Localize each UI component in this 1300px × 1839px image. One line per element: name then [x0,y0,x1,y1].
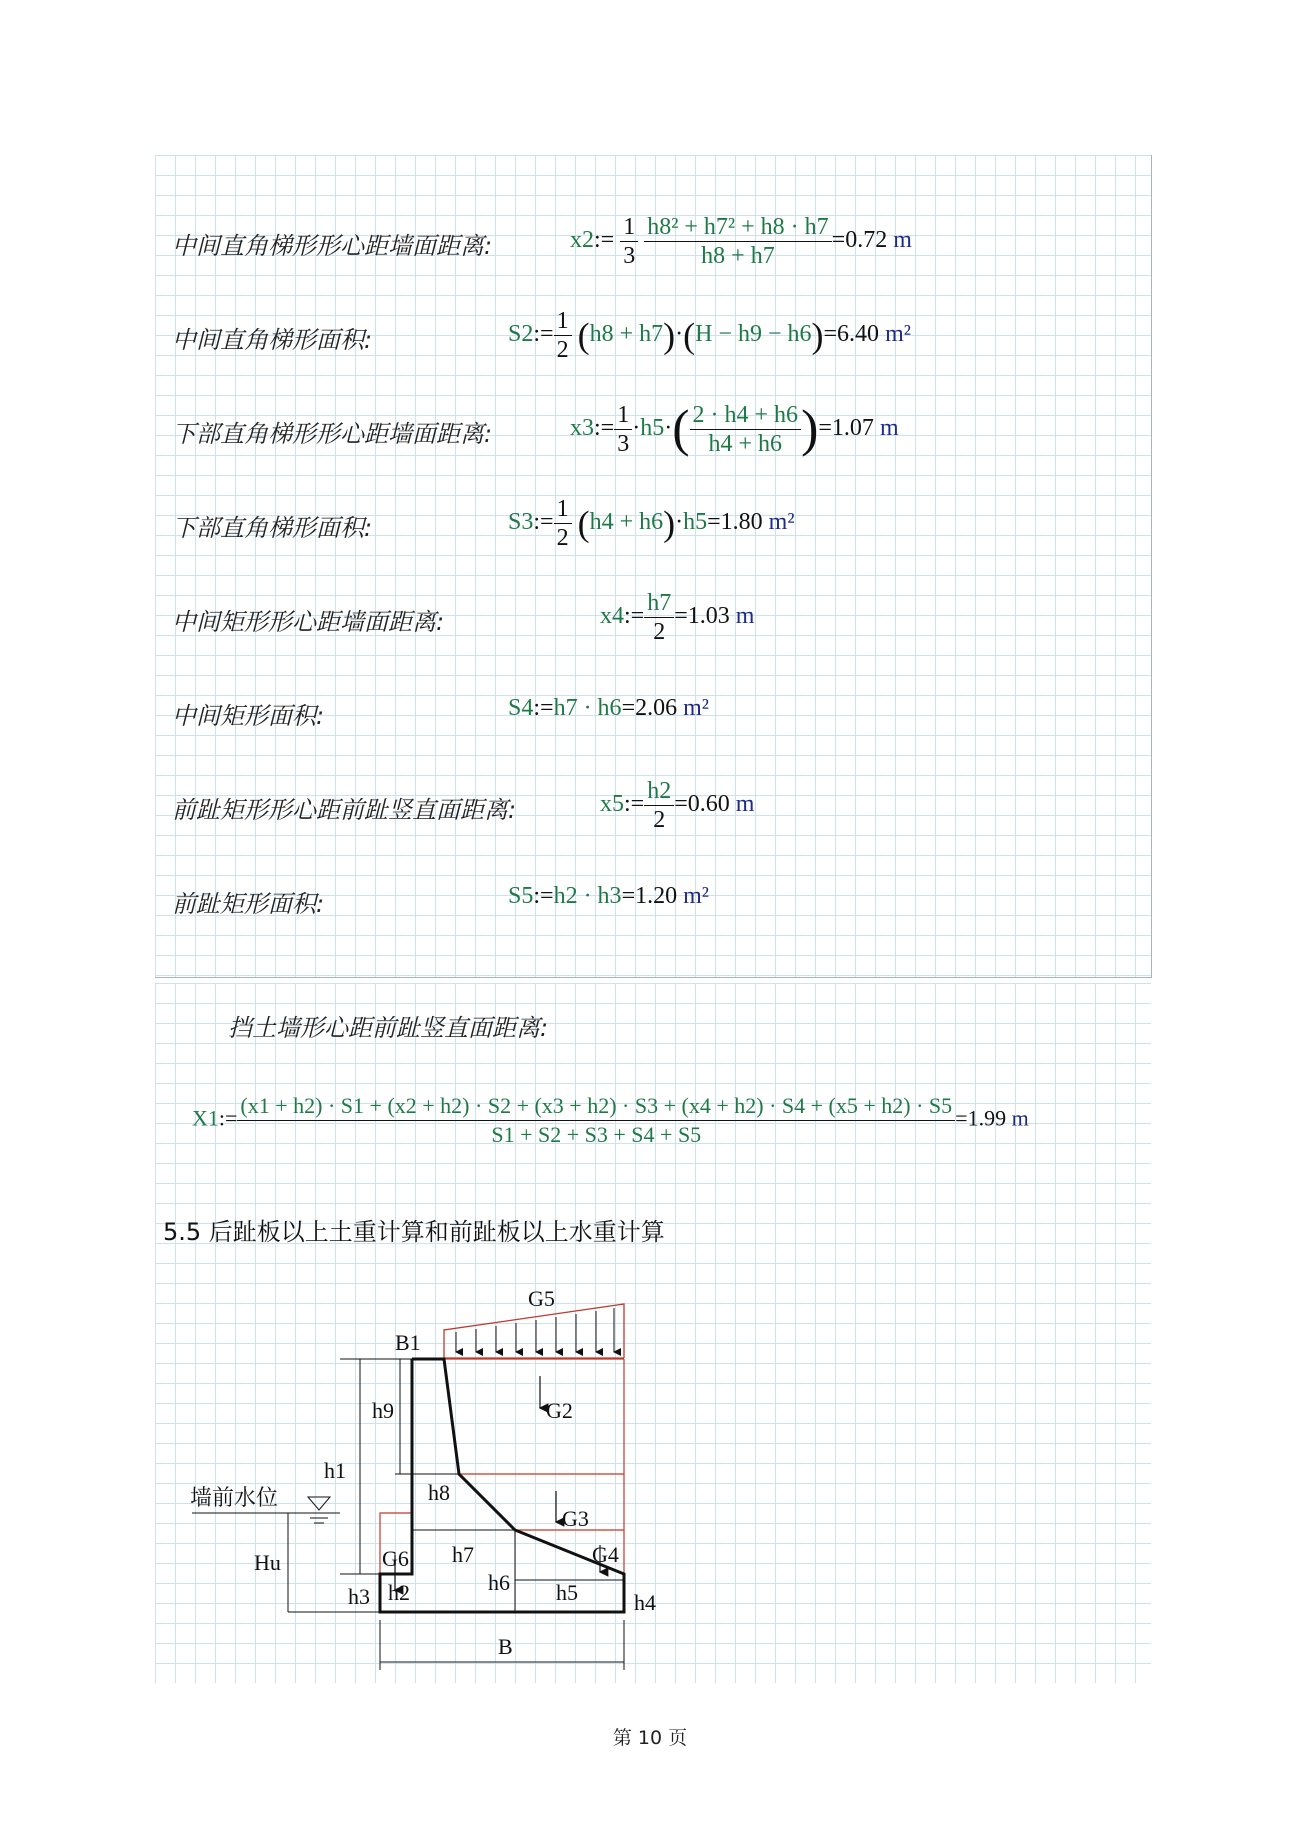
section-heading: 5.5 后趾板以上土重计算和前趾板以上水重计算 [163,1218,665,1246]
label-s3: 下部直角梯形面积: [172,514,373,542]
load-arrows [456,1308,614,1352]
formula-s3: S3:= $\frac{1}{2}$ (h4 + h6)·h5=1.80 m² [508,496,795,551]
label-h5: h5 [556,1580,578,1605]
formula-s4: S4:=h7 · h6=2.06 m² [508,695,709,721]
worksheet-region-1 [155,155,1152,978]
retaining-wall-diagram [150,1270,710,1690]
label-B: B [498,1634,513,1659]
label-h6: h6 [488,1570,510,1595]
label-G6: G6 [382,1546,409,1571]
label-h8: h8 [428,1480,450,1505]
label-x2: 中间直角梯形形心距墙面距离: [172,232,493,260]
label-s4: 中间矩形面积: [172,702,325,730]
formula-s5: S5:=h2 · h3=1.20 m² [508,883,709,909]
label-x3: 下部直角梯形形心距墙面距离: [172,420,493,448]
label-s5: 前趾矩形面积: [172,890,325,918]
label-h9: h9 [372,1398,394,1423]
label-s2: 中间直角梯形面积: [172,326,373,354]
surcharge-load [444,1304,624,1358]
formula-x2: x2:= $\frac{1}{3}$ $\frac{\text{h8² + h7² + h8 · h7}}{h8 + h7}$ =0.72 m [570,214,912,269]
label-h1: h1 [324,1458,346,1483]
label-Hu: Hu [254,1550,281,1575]
label-X1: 挡土墙形心距前趾竖直面距离: [228,1014,549,1042]
formula-x3: x3:= $\frac{1}{3}$ ·h5·( $\frac{2 \cdot h4 + h6}{h4 + h6}$ )=1.07 m [570,400,899,458]
label-G4: G4 [592,1542,619,1567]
label-G3: G3 [562,1506,589,1531]
label-h3: h3 [348,1584,370,1609]
diagram-labels [190,1286,656,1659]
formula-x5: x5:= $\frac{h2}{2}$ =0.60 m [600,778,755,833]
label-G2: G2 [546,1398,573,1423]
formula-x4: x4:= $\frac{h7}{2}$ =1.03 m [600,590,755,645]
formula-s2: S2:= $\frac{1}{2}$ (h8 + h7)·(H − h9 − h6)=6.40 m² [508,308,911,363]
label-water: 墙前水位 [190,1485,279,1510]
label-B1: B1 [395,1330,421,1355]
soil-layer-lines [380,1359,624,1574]
page-footer: 第 10 页 [612,1727,688,1749]
label-x5: 前趾矩形形心距前趾竖直面距离: [172,796,517,824]
label-G5: G5 [528,1286,555,1311]
label-h2: h2 [388,1580,410,1605]
formula-X1: X1:= (x1 + h2) · S1 + (x2 + h2) · S2 + (x3 + h2) · S3 + (x4 + h2) · S4 + (x5 + h2) · S5 S1 + S2 + S3 + S4 + S5 =1.99 m [192,1093,1029,1147]
label-h7: h7 [452,1542,474,1567]
label-h4: h4 [634,1590,656,1615]
label-x4: 中间矩形形心距墙面距离: [172,608,445,636]
